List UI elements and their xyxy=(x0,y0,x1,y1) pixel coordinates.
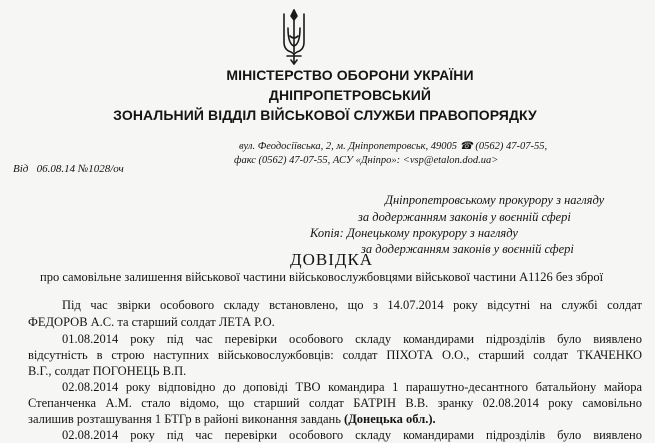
document-date: 06.08.14 xyxy=(36,163,76,175)
body-line: 02.08.2014 року під час перевірки особового складу командирами підрозділів було виявлено xyxy=(62,428,642,442)
date-label: Від xyxy=(13,163,29,175)
recipient-copy-line-2: за додержанням законів у воєнній сфері xyxy=(361,242,574,256)
region-emphasis: (Донецька обл.). xyxy=(344,412,436,426)
recipient-line-2: за додержанням законів у воєнній сфері xyxy=(358,210,571,224)
body-line: ФЕДОРОВ А.С. та старший солдат ЛЕТА Р.О. xyxy=(28,315,275,329)
body-line: Під час звірки особового складу встановлено, що з 14.07.2014 року відсутні на службі солдат xyxy=(62,298,642,312)
body-line-text: залишив розташування 1 БТГр в районі виконання завдань xyxy=(28,412,341,426)
ministry-heading: МІНІСТЕРСТВО ОБОРОНИ УКРАЇНИ xyxy=(226,67,474,83)
body-line: 01.08.2014 року під час перевірки особового складу командирами підрозділів було виявлено xyxy=(62,332,642,346)
address-line-1: вул. Феодосіївська, 2, м. Дніпропетровськ, 49005 ☎ (0562) 47-07-55, xyxy=(239,141,548,152)
body-line: В.Г., солдат ПОГОНЕЦЬ В.П. xyxy=(28,364,187,378)
body-line: Степанченка А.М. стало відомо, що старший солдат БАТРІН В.В. зранку 02.08.2014 року самовільно xyxy=(28,396,642,410)
body-line: відсутність в строю наступних військовослужбовців: солдат ПІХОТА О.О., старший солдат ТКАЧЕНКО xyxy=(28,348,642,362)
region-heading: ДНІПРОПЕТРОВСЬКИЙ xyxy=(268,87,432,103)
recipient-copy-line: Копія: Донецькому прокурору з нагляду xyxy=(310,226,518,240)
document-subtitle: про самовільне залишення військової частини військовослужбовцями військової частини А1126 без зброї xyxy=(40,270,604,284)
body-line xyxy=(28,412,642,427)
document-date-number xyxy=(13,163,124,175)
document-title: ДОВІДКА xyxy=(290,250,374,269)
document-number: №1028/оч xyxy=(77,163,124,175)
body-line: 02.08.2014 року відповідно до доповіді ТВО командира 1 парашутно-десантного батальйону майора xyxy=(62,380,642,394)
address-line-2: факс (0562) 47-07-55, АСУ «Дніпро»: <vsp@etalon.dod.ua> xyxy=(234,155,499,166)
recipient-line-1: Дніпропетровському прокурору з нагляду xyxy=(385,193,605,207)
department-heading: ЗОНАЛЬНИЙ ВІДДІЛ ВІЙСЬКОВОЇ СЛУЖБИ ПРАВОПОРЯДКУ xyxy=(113,107,537,123)
